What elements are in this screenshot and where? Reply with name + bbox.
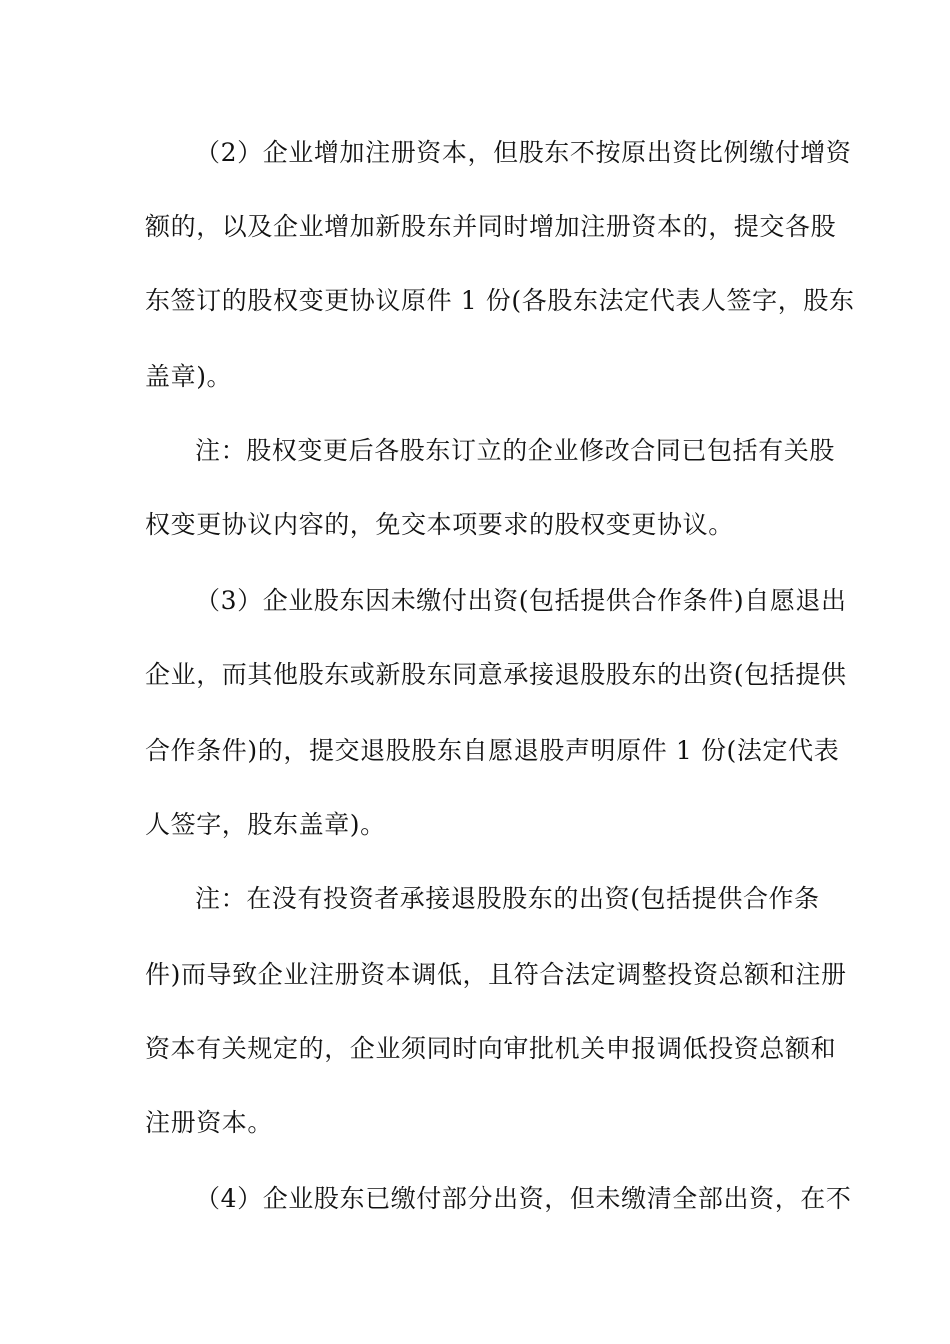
paragraph-2-line-3: 东签订的股权变更协议原件 1 份(各股东法定代表人签字，股东 [145, 286, 855, 315]
note-1-line-1: 注：股权变更后各股东订立的企业修改合同已包括有关股 [195, 436, 836, 465]
note-2-line-3: 资本有关规定的，企业须同时向审批机关申报调低投资总额和 [145, 1034, 837, 1063]
paragraph-3-line-1: （3）企业股东因未缴付出资(包括提供合作条件)自愿退出 [195, 586, 847, 615]
note-2-line-4: 注册资本。 [145, 1108, 274, 1137]
paragraph-3-line-3: 合作条件)的，提交退股股东自愿退股声明原件 1 份(法定代表 [145, 736, 840, 765]
paragraph-2-line-4: 盖章)。 [145, 362, 233, 391]
paragraph-2-line-1: （2）企业增加注册资本，但股东不按原出资比例缴付增资 [195, 138, 852, 167]
note-1-line-2: 权变更协议内容的，免交本项要求的股权变更协议。 [145, 510, 734, 539]
paragraph-4-line-1: （4）企业股东已缴付部分出资，但未缴清全部出资，在不 [195, 1184, 852, 1213]
note-2-line-1: 注：在没有投资者承接退股股东的出资(包括提供合作条 [195, 884, 820, 913]
paragraph-3-line-2: 企业，而其他股东或新股东同意承接退股股东的出资(包括提供 [145, 660, 847, 689]
note-2-line-2: 件)而导致企业注册资本调低，且符合法定调整投资总额和注册 [145, 960, 847, 989]
paragraph-2-line-2: 额的，以及企业增加新股东并同时增加注册资本的，提交各股 [145, 212, 837, 241]
paragraph-3-line-4: 人签字，股东盖章)。 [145, 810, 386, 839]
